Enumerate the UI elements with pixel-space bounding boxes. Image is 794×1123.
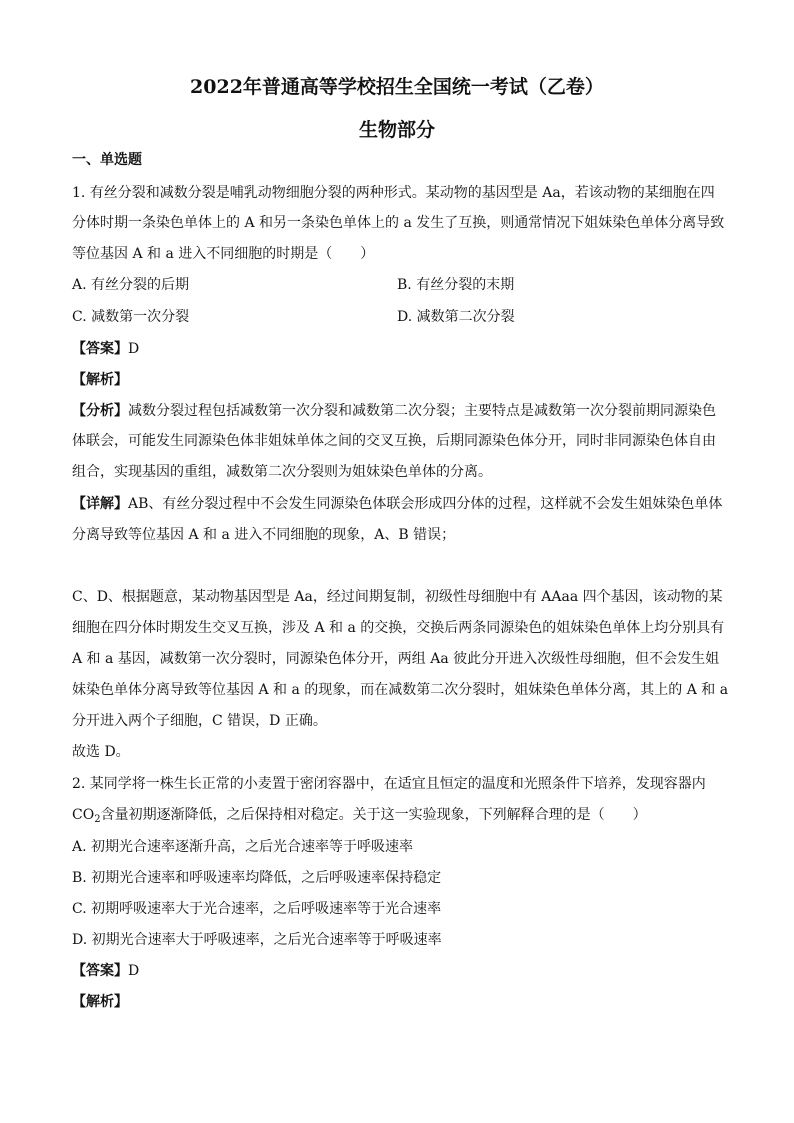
q1-cd-line-5: 分开进入两个子细胞，C 错误，D 正确。 [72,713,327,729]
xiangjie-tag: 【详解】 [72,496,128,512]
q1-cd-line-1: C、D、根据题意，某动物基因型是 Aa，经过间期复制，初级性母细胞中有 AAaa 四个基因，该动物的某 [72,589,723,605]
q1-fenxi-line-3: 组合，实现基因的重组，减数第二次分裂则为姐妹染色单体的分离。 [72,464,492,480]
q1-fenxi-line-1 [72,401,716,421]
q1-fenxi-line-2: 体联会，可能发生同源染色体非姐妹单体之间的交叉互换，后期同源染色体分开，同时非同源染色体自由 [72,433,716,449]
q1-xiangjie-line-1 [72,494,722,514]
q1-cd-line-3: A 和 a 基因，减数第一次分裂时，同源染色体分开，两组 Aa 彼此分开进入次级性母细胞，但不会发生姐 [72,651,720,667]
q1-stem-line-3: 等位基因 A 和 a 进入不同细胞的时期是（ ） [72,246,375,262]
q1-option-c: C. 减数第一次分裂 [72,309,190,325]
q2-option-d: D. 初期光合速率大于呼吸速率，之后光合速率等于呼吸速率 [72,932,442,948]
q2-analysis-tag: 【解析】 [72,994,128,1010]
co2-label: CO [72,807,95,823]
q2-option-c: C. 初期呼吸速率大于光合速率，之后呼吸速率等于光合速率 [72,901,442,917]
q1-cd-line-2: 细胞在四分体时期发生交叉互换，涉及 A 和 a 的交换，交换后两条同源染色的姐妹染色单体上均分别具有 [72,620,725,636]
exam-subtitle: 生物部分 [358,119,435,141]
answer-tag: 【答案】 [72,341,128,357]
q2-stem-rest: 含量初期逐渐降低，之后保持相对稳定。关于这一实验现象，下列解释合理的是（ ） [100,807,647,823]
q1-option-b: B. 有丝分裂的末期 [397,277,515,293]
xiangjie-text: AB、有丝分裂过程中不会发生同源染色体联会形成四分体的过程，这样就不会发生姐妹染色单体 [128,496,723,512]
answer-tag: 【答案】 [72,963,128,979]
q1-conclusion: 故选 D。 [72,744,130,760]
q1-option-a: A. 有丝分裂的后期 [72,277,190,293]
q2-option-a: A. 初期光合速率逐渐升高，之后光合速率等于呼吸速率 [72,839,414,855]
q1-stem-line-1: 1. 有丝分裂和减数分裂是哺乳动物细胞分裂的两种形式。某动物的基因型是 Aa，若该动物的某细胞在四 [72,185,715,201]
q1-answer [72,339,139,359]
q2-answer [72,961,139,981]
q2-option-b: B. 初期光合速率和呼吸速率均降低，之后呼吸速率保持稳定 [72,870,442,886]
section-heading: 一、单选题 [72,152,142,168]
answer-value: D [128,963,140,979]
q1-option-d: D. 减数第二次分裂 [397,309,515,325]
q2-stem-line-1: 2. 某同学将一株生长正常的小麦置于密闭容器中，在适宜且恒定的温度和光照条件下培养，发现容器内 [72,776,706,792]
answer-value: D [128,341,140,357]
q1-cd-line-4: 妹染色单体分离导致等位基因 A 和 a 的现象，而在减数第二次分裂时，姐妹染色单体分离，其上的 A 和 a [72,682,729,698]
fenxi-text: 减数分裂过程包括减数第一次分裂和减数第二次分裂；主要特点是减数第一次分裂前期同源染色 [128,403,716,419]
exam-title: 2022年普通高等学校招生全国统一考试（乙卷） [190,76,604,98]
q1-xiangjie-line-2: 分离导致等位基因 A 和 a 进入不同细胞的现象，A、B 错误； [72,527,456,543]
fenxi-tag: 【分析】 [72,403,128,419]
q1-analysis-tag: 【解析】 [72,372,128,388]
q1-stem-line-2: 分体时期一条染色单体上的 A 和另一条染色单体上的 a 发生了互换，则通常情况下姐妹染色单体分离导致 [72,215,725,231]
co2-subscript: 2 [94,814,101,825]
q2-stem-line-2 [72,805,647,830]
